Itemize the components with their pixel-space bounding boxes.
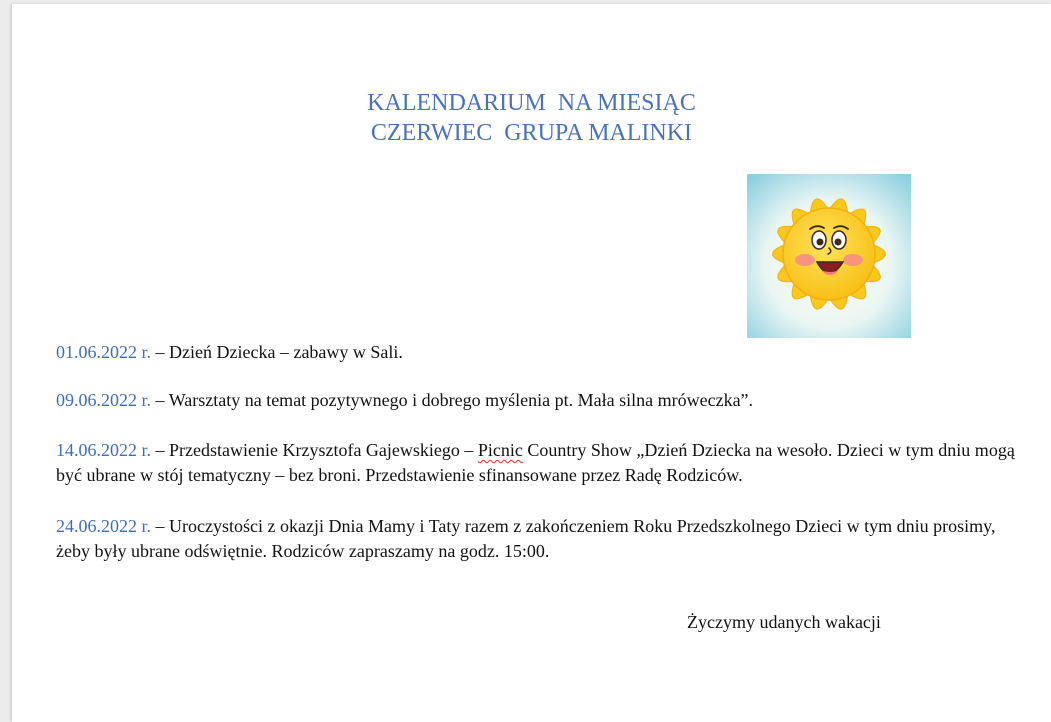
title-line-2: CZERWIEC GRUPA MALINKI	[370, 120, 693, 146]
calendar-entry-3	[56, 438, 1016, 488]
calendar-entry-1	[56, 340, 1016, 365]
page-title	[12, 88, 1051, 148]
entry-text-before: – Przedstawienie Krzysztofa Gajewskiego –	[151, 440, 478, 460]
smiling-sun-icon	[747, 174, 911, 338]
calendar-entry-4	[56, 514, 1016, 564]
entry-text-after: Country Show „Dzień Dziecka na wesoło. Dzieci w tym dniu mogą być ubrane w stój tematyczny – bez broni. Przedstawienie sfinansowane przez Radę Rodziców.	[56, 440, 1015, 485]
entry-text: – Dzień Dziecka – zabawy w Sali.	[151, 342, 403, 362]
entry-text: – Warsztaty na temat pozytywnego i dobrego myślenia pt. Mała silna mróweczka”.	[151, 390, 754, 410]
closing-wishes: Życzymy udanych wakacji	[687, 612, 881, 632]
entry-date: 09.06.2022 r.	[56, 390, 152, 410]
entry-text: – Uroczystości z okazji Dnia Mamy i Taty razem z zakończeniem Roku Przedszkolnego Dzieci w tym dniu prosimy, żeby były ubrane odświętnie. Rodziców zapraszamy na godz. 15:00.	[56, 516, 996, 561]
entry-date: 01.06.2022 r.	[56, 342, 152, 362]
title-line-1: KALENDARIUM NA MIESIĄC	[367, 90, 696, 116]
calendar-entry-2	[56, 388, 1016, 413]
document-page	[12, 4, 1051, 722]
entry-date: 14.06.2022 r.	[56, 440, 152, 460]
entry-date: 24.06.2022 r.	[56, 516, 152, 536]
misspelled-word[interactable]: Picnic	[477, 440, 523, 460]
